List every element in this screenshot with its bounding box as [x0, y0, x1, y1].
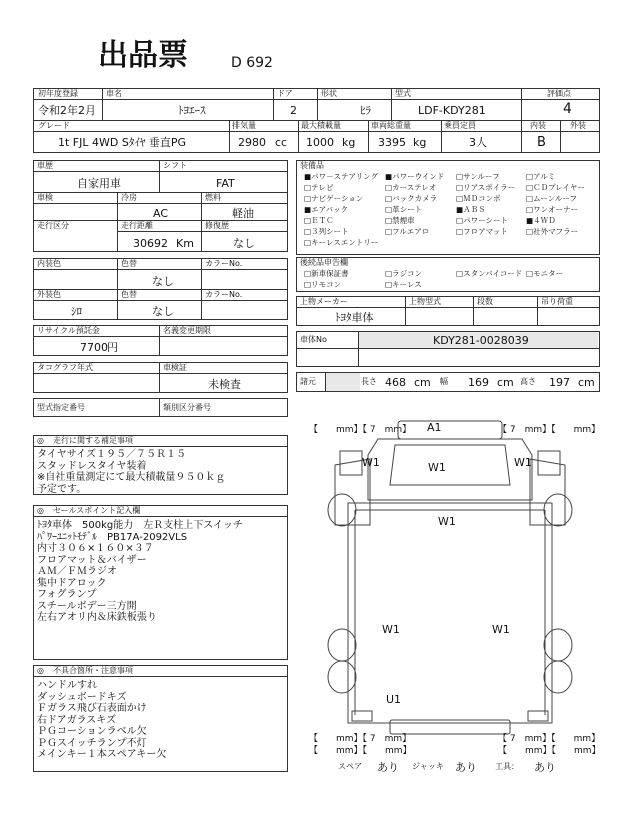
note-line: ハンドルすれ: [37, 680, 97, 691]
capacity-value: 3人: [469, 136, 487, 149]
rear-item-row: [300, 269, 600, 280]
equipment-item[interactable]: [385, 228, 429, 236]
unchecked-box-icon: □: [304, 280, 312, 289]
equipment-label: パワーウインド: [392, 172, 445, 181]
equipment-label: 禁煙車: [392, 216, 415, 225]
recycle-label: リサイクル預託金: [37, 326, 100, 335]
unchecked-box-icon: □: [456, 216, 464, 225]
note-line: スタッドレスタイヤ装着: [37, 460, 147, 472]
ext-color-change-value: なし: [152, 305, 174, 318]
repair-value: なし: [233, 237, 255, 250]
spare-value: あり: [377, 761, 399, 774]
unchecked-box-icon: □: [304, 227, 312, 236]
interior-label: 内装: [530, 121, 546, 130]
equipment-label: ＭＤコンポ: [463, 194, 501, 203]
equipment-label: アルミ: [533, 172, 556, 181]
equipment-item[interactable]: [456, 195, 501, 203]
length-unit: cm: [414, 376, 431, 389]
history-value: 自家用車: [77, 177, 121, 190]
spec-label: 諸元: [300, 377, 316, 386]
note-line: メインキー１本スペアキー欠: [37, 749, 167, 760]
mileage-label: 走行距離: [121, 221, 153, 230]
equipment-label: ＥＴＣ: [311, 216, 334, 225]
unchecked-box-icon: □: [385, 183, 393, 192]
equipment-item[interactable]: [526, 184, 585, 192]
equipment-row: [300, 205, 600, 216]
equipment-label: カーステレオ: [392, 183, 437, 192]
tools-label: 工具：: [495, 762, 519, 771]
width-value: 169: [468, 376, 489, 389]
tools-value: あり: [534, 761, 556, 774]
unchecked-box-icon: □: [526, 205, 534, 214]
door-value: 2: [290, 104, 297, 117]
equipment-item[interactable]: [526, 217, 556, 225]
inspection-cert-label: 車検証: [163, 363, 187, 372]
checked-box-icon: ■: [526, 216, 534, 225]
equipment-row: [300, 183, 600, 194]
equipment-label: キーレスエントリー: [311, 238, 379, 247]
ext-color-code-label: カラーNo.: [205, 290, 243, 299]
rating-label: 評価点: [547, 89, 571, 98]
vehicle-damage-diagram: [300, 415, 600, 740]
equipment-label: 社外マフラー: [533, 227, 579, 236]
equipment-item[interactable]: [304, 173, 378, 181]
note-line: 予定です。: [37, 483, 87, 495]
equipment-label: フルエアロ: [392, 227, 430, 236]
equipment-row: [300, 172, 600, 183]
lot-number: D 692: [231, 55, 273, 71]
driving-notes-icon: ◎: [37, 436, 44, 445]
jack-label: ジャッキ: [412, 762, 444, 771]
equipment-label: リアスポイラー: [463, 183, 516, 192]
equipment-label: サンルーフ: [463, 172, 500, 181]
unchecked-box-icon: □: [456, 183, 464, 192]
rating-value: 4: [563, 101, 572, 117]
mileage-unit: Km: [176, 237, 194, 250]
checked-box-icon: ■: [456, 205, 464, 214]
defects-icon: ◎: [37, 666, 44, 675]
first-reg-label: 初年度登録: [38, 89, 78, 98]
damage-mark: W1: [382, 623, 400, 636]
equipment-item[interactable]: [456, 206, 486, 214]
unchecked-box-icon: □: [526, 172, 534, 181]
model-no-label: 型式指定番号: [37, 403, 85, 412]
equipment-label: エアバック: [311, 205, 348, 214]
hoist-label: 吊り荷重: [541, 297, 573, 306]
tread-bottom-left-1: 【 mm】【 7 mm】: [309, 734, 412, 744]
checked-box-icon: ■: [385, 172, 393, 181]
equipment-item[interactable]: [456, 217, 508, 225]
note-line: ＰＧコーションラベル欠: [37, 726, 147, 737]
note-line: ダッシュボードキズ: [37, 691, 127, 703]
unchecked-box-icon: □: [385, 205, 393, 214]
inspection-label: 車検: [37, 193, 53, 202]
unchecked-box-icon: □: [385, 269, 393, 278]
equipment-label: ナビゲーション: [311, 194, 364, 203]
damage-mark: W1: [362, 456, 380, 469]
fuel-value: 軽油: [232, 207, 254, 220]
equipment-item[interactable]: [526, 206, 578, 214]
tacho-label: タコグラフ年式: [37, 363, 93, 372]
damage-mark: W1: [492, 623, 510, 636]
defects-lines: [37, 680, 166, 761]
unchecked-box-icon: □: [456, 269, 464, 278]
rear-item-row: [300, 280, 600, 291]
equipment-item[interactable]: [385, 195, 437, 203]
displacement-value: 2980: [238, 136, 266, 149]
spare-label: スペア: [338, 762, 362, 771]
repair-label: 修復歴: [205, 221, 229, 230]
tread-bottom-left-2: 【 mm】【 mm】: [309, 746, 412, 756]
unchecked-box-icon: □: [304, 269, 312, 278]
note-line: フロアマット＆バイザー: [37, 554, 147, 566]
jack-value: あり: [455, 761, 477, 774]
driving-notes-title: 走行に関する補足事項: [53, 436, 133, 445]
note-line: 右ドアガラスキズ: [37, 714, 117, 726]
first-reg-value: 令和2年2月: [38, 104, 96, 117]
ext-color-value: ｼﾛ: [71, 305, 82, 318]
int-color-code-label: カラーNo.: [205, 259, 243, 268]
rear-item-item[interactable]: [304, 270, 349, 278]
rear-item-item[interactable]: [456, 270, 522, 278]
grade-label: グレード: [38, 121, 70, 130]
tread-top-left: 【 mm】【 7 mm】: [309, 425, 412, 435]
note-line: 内寸３０６×１６０×３７: [37, 543, 154, 554]
door-label: ドア: [277, 89, 293, 98]
driving-notes-lines: [37, 449, 225, 495]
ext-color-label: 外装色: [37, 290, 61, 299]
int-color-change-value: なし: [152, 275, 174, 288]
frame-number-label: 車体No: [300, 335, 327, 344]
unchecked-box-icon: □: [304, 194, 312, 203]
sales-points-icon: ◎: [37, 506, 44, 515]
rear-item-item[interactable]: [304, 281, 341, 289]
recycle-unit: 円: [107, 341, 118, 354]
mileage-value: 30692: [133, 237, 168, 250]
int-color-label: 内装色: [37, 259, 61, 268]
unchecked-box-icon: □: [456, 194, 464, 203]
shape-label: 形状: [321, 89, 337, 98]
rear-item-item[interactable]: [385, 281, 422, 289]
ext-colorchange-label: 色替: [121, 290, 137, 299]
unchecked-box-icon: □: [304, 216, 312, 225]
shape-value: ﾋﾗ: [360, 104, 371, 117]
namechange-label: 名義変更期限: [163, 326, 211, 335]
equipment-item[interactable]: [526, 195, 577, 203]
sales-points-lines: [37, 520, 243, 624]
equipment-row: [300, 194, 600, 205]
equipment-item[interactable]: [304, 228, 349, 236]
shift-value: FAT: [216, 177, 235, 190]
equipment-label: ワンオーナー: [533, 205, 579, 214]
model-label: 型式: [395, 89, 411, 98]
equipment-item[interactable]: [304, 184, 333, 192]
body-maker-value: ﾄﾖﾀ車体: [335, 311, 374, 324]
unchecked-box-icon: □: [385, 194, 393, 203]
note-line: Ｆガラス飛び石表面かけ: [37, 703, 147, 714]
equipment-label: フロアマット: [463, 227, 508, 236]
checked-box-icon: ■: [304, 172, 312, 181]
unchecked-box-icon: □: [526, 227, 534, 236]
equipment-label: バックカメラ: [392, 194, 438, 203]
gross-weight-value: 3395: [378, 136, 406, 149]
model-value: LDF-KDY281: [418, 104, 486, 117]
gross-weight-label: 車両総重量: [371, 121, 411, 130]
height-label: 高さ: [520, 377, 536, 386]
equipment-label: ４ＷＤ: [533, 216, 556, 225]
int-colorchange-label: 色替: [121, 259, 137, 268]
stages-label: 段数: [477, 297, 493, 306]
note-line: タイヤサイズ１９５／７５Ｒ１５: [37, 449, 186, 460]
tread-bottom-right-1: 【 7 mm】【 mm】: [498, 734, 601, 744]
equipment-label: 革シート: [392, 205, 423, 214]
equipment-item[interactable]: [385, 217, 415, 225]
mileage-class-label: 走行区分: [37, 221, 69, 230]
grade-value: 1t FJL 4WD Sﾀｲﾔ 垂直PG: [58, 136, 186, 149]
sales-points-title: セールスポイント記入欄: [53, 506, 141, 515]
equipment-item[interactable]: [456, 228, 508, 236]
max-load-value: 1000: [306, 136, 334, 149]
equipment-item[interactable]: [304, 195, 363, 203]
note-line: ﾄﾖﾀ車体 500kg能力 左Ｒ支柱上下スイッチ: [37, 520, 243, 531]
defects-title: 不具合箇所・注意事項: [53, 666, 133, 675]
equipment-item[interactable]: [304, 217, 334, 225]
note-line: ﾊﾟﾜｰﾕﾆｯﾄﾓﾃﾞﾙ PB17A-2092VLS: [37, 531, 188, 543]
max-load-unit: kg: [342, 136, 356, 149]
ac-label: 冷房: [121, 193, 137, 202]
note-line: ＰＧスイッチランプ不灯: [37, 737, 147, 749]
damage-mark: W1: [428, 461, 446, 474]
equipment-label: ＡＢＳ: [463, 205, 486, 214]
equipment-label: ＣＤプレイヤー: [533, 183, 585, 192]
damage-mark: U1: [386, 693, 402, 706]
displacement-label: 排気量: [232, 121, 256, 130]
equipment-title: 装備品: [300, 161, 324, 170]
equipment-item[interactable]: [456, 173, 500, 181]
height-value: 197: [549, 376, 570, 389]
equipment-label: パワーシート: [463, 216, 508, 225]
unchecked-box-icon: □: [526, 183, 534, 192]
note-line: ＡＭ／ＦＭラジオ: [37, 566, 117, 577]
tread-top-right: 【 7 mm】【 mm】: [498, 425, 601, 435]
damage-mark: W1: [438, 515, 456, 528]
car-name-label: 車名: [106, 89, 122, 98]
rear-items-title: 後続品申告欄: [300, 258, 348, 267]
recycle-value: 7700: [80, 341, 108, 354]
rear-item-item[interactable]: [526, 270, 563, 278]
equipment-label: ムーンルーフ: [533, 194, 578, 203]
rear-item-label: キーレス: [392, 280, 422, 289]
equipment-item[interactable]: [304, 239, 378, 247]
ac-value: AC: [153, 207, 169, 220]
width-unit: cm: [497, 376, 514, 389]
inspection-cert-value: 未検査: [208, 378, 241, 391]
equipment-item[interactable]: [304, 206, 348, 214]
rear-item-label: ラジコン: [392, 269, 423, 278]
equipment-row: [300, 238, 600, 249]
displacement-unit: cc: [275, 136, 288, 149]
length-value: 468: [385, 376, 406, 389]
unchecked-box-icon: □: [456, 172, 464, 181]
rear-item-label: モニター: [533, 269, 564, 278]
history-label: 車歴: [37, 161, 53, 170]
rear-item-item[interactable]: [385, 270, 422, 278]
height-unit: cm: [578, 376, 595, 389]
unchecked-box-icon: □: [385, 280, 393, 289]
equipment-row: [300, 216, 600, 227]
unchecked-box-icon: □: [385, 227, 393, 236]
page-title: 出品票: [98, 38, 188, 73]
checked-box-icon: ■: [304, 205, 312, 214]
equipment-row: [300, 227, 600, 238]
equipment-item[interactable]: [385, 173, 444, 181]
note-line: ※自社重量測定にて最大積載量９５０ｋｇ: [37, 472, 226, 483]
body-type-label: 上物型式: [409, 297, 441, 306]
equipment-item[interactable]: [456, 184, 515, 192]
rear-item-label: スタンバイコード: [463, 269, 523, 278]
max-load-label: 最大積載量: [301, 121, 341, 130]
width-label: 幅: [440, 377, 448, 386]
unchecked-box-icon: □: [526, 194, 534, 203]
gross-weight-unit: kg: [413, 136, 427, 149]
equipment-item[interactable]: [385, 206, 422, 214]
dimensions-shade: [325, 373, 360, 391]
unchecked-box-icon: □: [456, 227, 464, 236]
note-line: 集中ドアロック: [37, 577, 107, 589]
equipment-label: パワ－ステアリング: [311, 172, 378, 181]
length-label: 長さ: [361, 377, 377, 386]
exterior-label: 外装: [570, 121, 586, 130]
unchecked-box-icon: □: [304, 183, 312, 192]
capacity-label: 乗員定員: [444, 121, 476, 130]
equipment-item[interactable]: [385, 184, 436, 192]
damage-mark: A1: [427, 421, 442, 434]
shift-label: シフト: [163, 161, 187, 170]
equipment-label: テレビ: [311, 183, 334, 192]
equipment-item[interactable]: [526, 228, 578, 236]
damage-mark: W1: [514, 456, 532, 469]
rear-item-label: リモコン: [311, 280, 342, 289]
frame-number-value: KDY281-0028039: [433, 334, 529, 347]
unchecked-box-icon: □: [526, 269, 534, 278]
fuel-label: 燃料: [205, 193, 221, 202]
unchecked-box-icon: □: [385, 216, 393, 225]
body-maker-label: 上物メーカー: [300, 297, 348, 306]
rear-item-label: 新車保証書: [311, 269, 349, 278]
car-name-value: ﾄﾖｴｰｽ: [178, 104, 206, 117]
equipment-label: ３列シート: [311, 227, 349, 236]
equipment-item[interactable]: [526, 173, 555, 181]
note-line: 左右アオリ内＆床鉄板張り: [37, 612, 157, 623]
interior-value: B: [537, 135, 546, 150]
note-line: スチールボデー三方開: [37, 600, 137, 612]
note-line: フォグランプ: [37, 589, 97, 600]
tread-bottom-right-2: 【 mm】【 mm】: [498, 746, 601, 756]
unchecked-box-icon: □: [304, 238, 312, 247]
class-no-label: 類別区分番号: [163, 403, 211, 412]
